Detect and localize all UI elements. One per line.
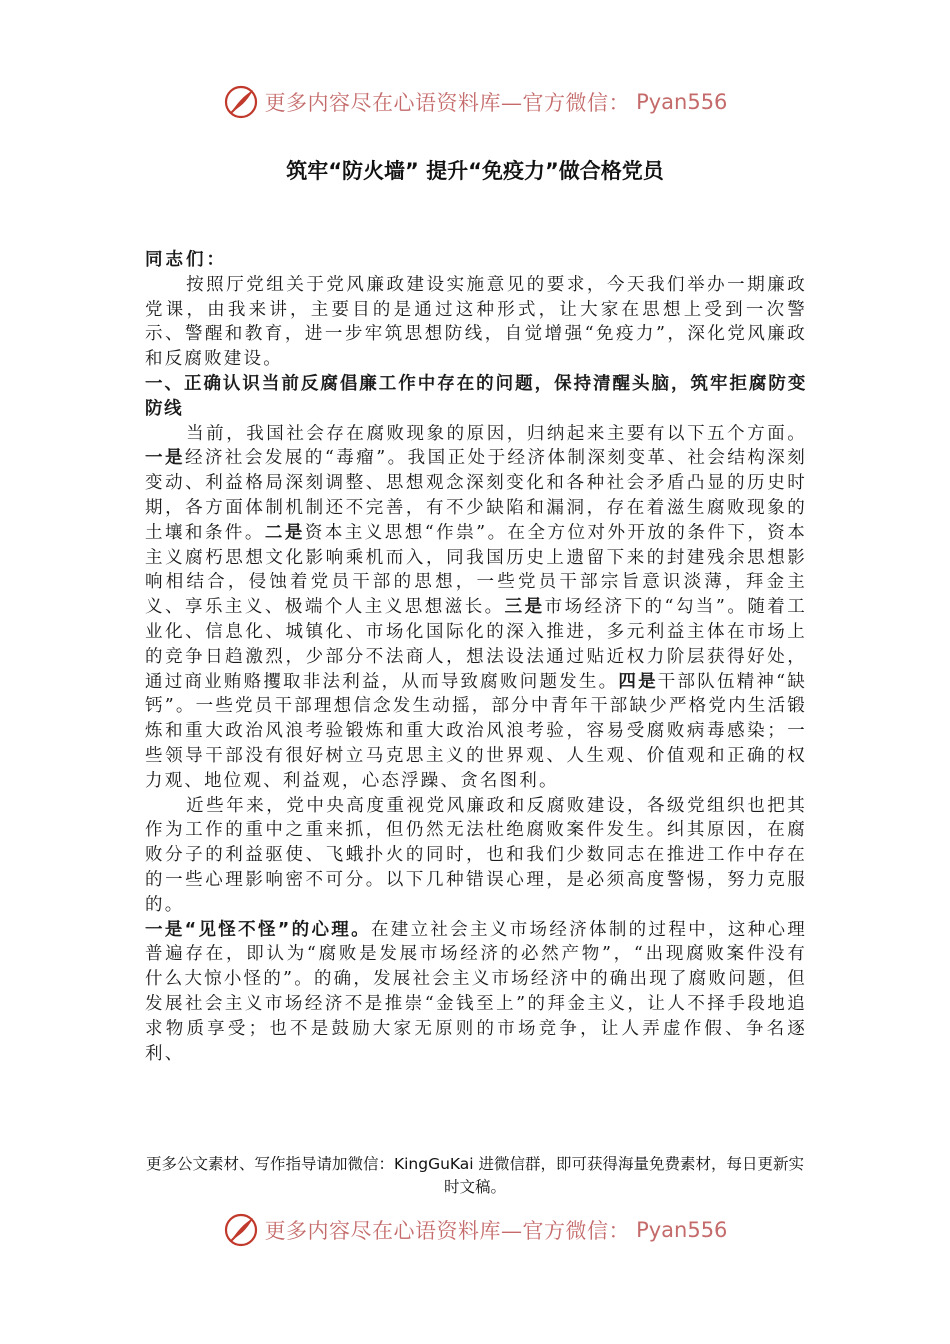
paragraph-text: 当前，我国社会存在腐败现象的原因，归纳起来主要有以下五个方面。 [186,423,807,444]
lead-marker: 一是 [145,448,185,469]
watermark-header [0,82,950,122]
document-body [140,248,820,1143]
paragraph-text: 资本主义思想“作祟”。在全方位对外开放的条件下，资本主义腐朽思想文化影响乘机而入，同我国历史上遗留下来的封建残余思想影响相结合，侵蚀着党员干部的思想，一些党员干部宗旨意识淡薄，拜金主义、享乐主义、极端个人主义思想滋长。 [145,522,807,618]
lead-marker: 三是 [504,597,545,618]
paragraph-text: 经济社会发展的“毒瘤”。我国正处于经济体制深刻变革、社会结构深刻变动、利益格局深刻调整、思想观念深刻变化和各种社会矛盾凸显的历史时期，各方面体制机制还不完善，有不少缺陷和漏洞，存在着滋生腐败现象的土壤和条件。 [145,448,807,543]
lead-marker: 二是 [264,522,305,543]
watermark-text: 更多内容尽在心语资料库—官方微信： [264,1219,631,1243]
watermark-footer [0,1210,950,1250]
document-title: 筑牢“防火墙” 提升“免疫力”做合格党员 [286,159,664,183]
paragraph-psychology: 近些年来，党中央高度重视党风廉政和反腐败建设，各级党组织也把其作为工作的重中之重来抓，但仍然无法杜绝腐败案件发生。纠其原因，在腐败分子的利益驱使、飞蛾扑火的同时，也和我们少数同志在推进工作中存在的一些心理影响密不可分。以下几种错误心理，是必须高度警惕，努力克服的。 [145,795,807,915]
section-heading-1: 一、正确认识当前反腐倡廉工作中存在的问题，保持清醒头脑，筑牢拒腐防变防线 [145,373,807,419]
paragraph-point-1 [145,918,807,1067]
lead-marker: 四是 [618,671,658,692]
paragraph-text: 干部队伍精神“缺钙”。一些党员干部理想信念发生动摇，部分中青年干部缺少严格党内生活锻炼和重大政治风浪考验锻炼和重大政治风浪考验，容易受腐败病毒感染；一些领导干部没有很好树立马克思主义的世界观、人生观、价值观和正确的权力观、地位观、利益观，心态浮躁、贪名图利。 [145,671,807,791]
paragraph-intro: 按照厅党组关于党风廉政建设实施意见的要求，今天我们举办一期廉政党课，由我来讲，主要目的是通过这种形式，让大家在思想上受到一次警示、警醒和教育，进一步牢筑思想防线，自觉增强“免疫力”，深化党风廉政和反腐败建设。 [145,274,807,370]
paragraph-text: 在建立社会主义市场经济体制的过程中，这种心理普遍存在，即认为“腐败是发展市场经济的必然产物”，“出现腐败案件没有什么大惊小怪的”。的确，发展社会主义市场经济中的确出现了腐败问题，但发展社会主义市场经济不是推崇“金钱至上”的拜金主义，让人不择手段地追求物质享受；也不是鼓励大家无原则的市场竞争，让人弄虚作假、争名逐利、 [145,919,808,1064]
paragraph-causes [145,422,807,794]
paragraph-text: 市场经济下的“勾当”。随着工业化、信息化、城镇化、市场化国际化的深入推进，多元利益主体在市场上的竞争日趋激烈，少部分不法商人，想法设法通过贴近权力阶层获得好处，通过商业贿赂攫取非法利益，从而导致腐败问题发生。 [145,597,807,692]
salutation: 同志们： [145,250,227,270]
watermark-id: Pyan556 [636,1218,728,1242]
watermark-text: 更多内容尽在心语资料库—官方微信： [264,91,631,115]
quill-logo-icon [223,84,259,120]
watermark-id: Pyan556 [636,90,728,114]
quill-logo-icon [223,1212,259,1248]
footer-note: 更多公文素材、写作指导请加微信：KingGuKai 进微信群，即可获得海量免费素材，每日更新实时文稿。 [145,1155,805,1196]
lead-marker: 一是“见怪不怪”的心理。 [145,919,371,940]
